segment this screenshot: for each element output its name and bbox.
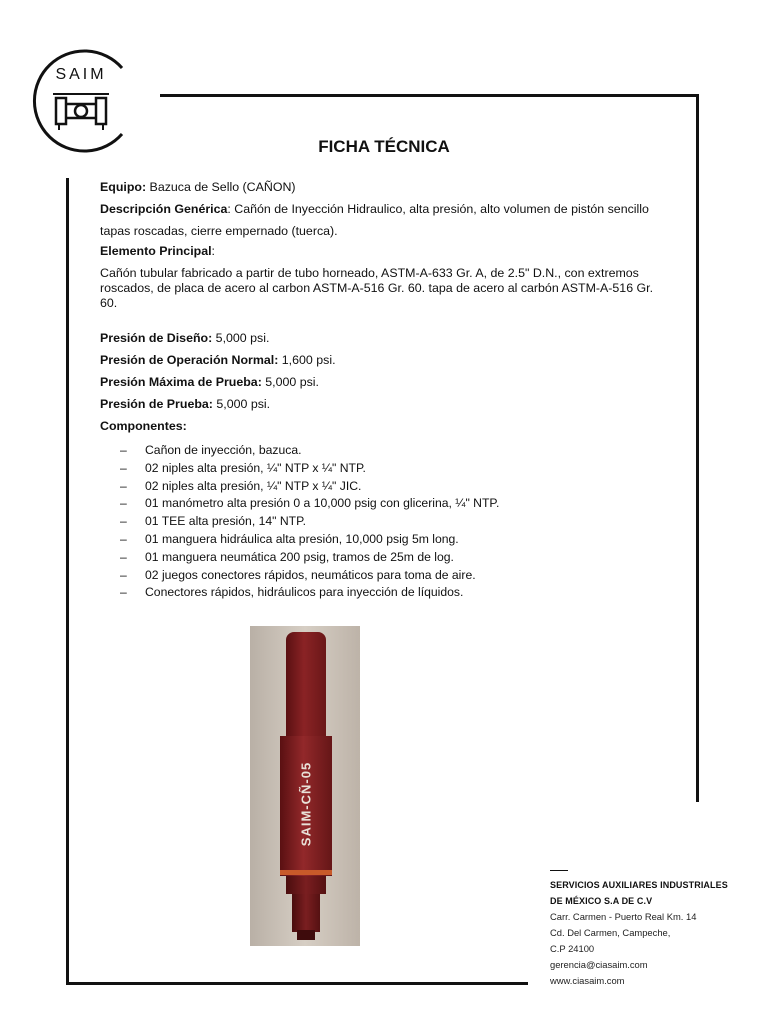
descripcion-label: Descripción Genérica <box>100 202 228 216</box>
presion-maxima <box>100 375 670 390</box>
list-dash: – <box>120 549 127 564</box>
list-item-text: Cañon de inyección, bazuca. <box>145 443 302 457</box>
list-item-text: 01 manómetro alta presión 0 a 10,000 psig con glicerina, ¼" NTP. <box>145 496 500 511</box>
presion-diseno <box>100 331 670 346</box>
list-item <box>120 567 670 585</box>
equipo-line <box>100 180 670 195</box>
company-address2: Cd. Del Carmen, Campeche, <box>550 927 671 938</box>
logo-text: SAIM <box>55 66 107 83</box>
company-web[interactable]: www.ciasaim.com <box>550 975 625 986</box>
frame-top-line <box>160 94 699 97</box>
cannon-tip <box>297 930 315 940</box>
cannon-top <box>286 632 326 752</box>
presion-value: 5,000 psi. <box>212 397 271 411</box>
elemento-text: Cañón tubular fabricado a partir de tubo horneado, ASTM-A-633 Gr. A, de 2.5" D.N., con extremos roscados, de placa de acero al carbon ASTM-A-516 Gr. 60. tapa de acero al carbón ASTM-A-516 Gr. 60. <box>100 266 654 310</box>
company-info <box>550 870 740 989</box>
elemento-colon: : <box>211 244 215 258</box>
elemento-heading <box>100 244 670 259</box>
company-address1: Carr. Carmen - Puerto Real Km. 14 <box>550 911 697 922</box>
list-item-text: 02 niples alta presión, ¼" NTP x ¼" JIC. <box>145 478 362 493</box>
equipo-value: Bazuca de Sello (CAÑON) <box>146 180 296 194</box>
list-item-text: 01 manguera hidráulica alta presión, 10,000 psig 5m long. <box>145 531 459 546</box>
list-item <box>120 513 670 531</box>
company-email[interactable]: gerencia@ciasaim.com <box>550 959 648 970</box>
list-item-text: 01 manguera neumática 200 psig, tramos de 25m de log. <box>145 549 454 564</box>
list-item <box>120 478 670 496</box>
descripcion-line <box>100 198 670 242</box>
presion-value: 5,000 psi. <box>212 331 270 345</box>
frame-bottom-line <box>66 982 528 985</box>
company-name-line1: SERVICIOS AUXILIARES INDUSTRIALES <box>550 880 728 890</box>
cannon-fitting <box>292 894 320 932</box>
presion-operacion <box>100 353 670 368</box>
componentes-label: Componentes: <box>100 419 187 433</box>
list-dash: – <box>120 567 127 582</box>
presion-label: Presión de Prueba: <box>100 397 213 411</box>
list-dash: – <box>120 514 127 529</box>
presion-prueba <box>100 397 670 412</box>
descripcion-value: : Cañón de Inyección Hidraulico, alta presión, alto volumen de pistón sencillo tapas roscadas, cierre empernado (tuerca). <box>100 202 649 238</box>
presion-value: 5,000 psi. <box>261 375 320 389</box>
company-divider <box>550 870 568 871</box>
document-body <box>100 180 670 602</box>
presion-label: Presión Máxima de Prueba: <box>100 375 262 389</box>
list-item-text: Conectores rápidos, hidráulicos para inyección de líquidos. <box>145 585 464 600</box>
page-title: FICHA TÉCNICA <box>318 137 450 156</box>
list-dash: – <box>120 478 127 493</box>
list-item-text: 02 niples alta presión, ¼" NTP x ¼" NTP. <box>145 460 366 475</box>
frame-right-line <box>696 94 699 802</box>
equipo-label: Equipo: <box>100 180 147 194</box>
equipment-photo <box>250 626 360 946</box>
company-cp: C.P 24100 <box>550 943 595 954</box>
list-dash: – <box>120 531 127 546</box>
list-item <box>120 531 670 549</box>
elemento-label: Elemento Principal <box>100 244 212 258</box>
list-dash: – <box>120 460 127 475</box>
company-name-line2: DE MÉXICO S.A DE C.V <box>550 896 653 906</box>
list-item <box>120 584 670 602</box>
cannon-label: SAIM-CÑ-05 <box>298 761 314 847</box>
presion-label: Presión de Operación Normal: <box>100 353 279 367</box>
list-dash: – <box>120 496 127 511</box>
list-dash: – <box>120 443 127 457</box>
cannon-ring <box>280 870 332 875</box>
list-item <box>120 549 670 567</box>
list-item <box>120 495 670 513</box>
frame-left-line <box>66 178 69 984</box>
list-dash: – <box>120 585 127 600</box>
componentes-heading <box>100 419 670 434</box>
presion-value: 1,600 psi. <box>278 353 336 367</box>
cannon-neck <box>286 876 326 894</box>
list-item-text: 02 juegos conectores rápidos, neumáticos para toma de aire. <box>145 567 476 582</box>
list-item <box>120 460 670 478</box>
componentes-list <box>100 442 670 602</box>
list-item-text: 01 TEE alta presión, 14" NTP. <box>145 514 307 529</box>
presion-label: Presión de Diseño: <box>100 331 213 345</box>
list-item <box>120 442 670 460</box>
